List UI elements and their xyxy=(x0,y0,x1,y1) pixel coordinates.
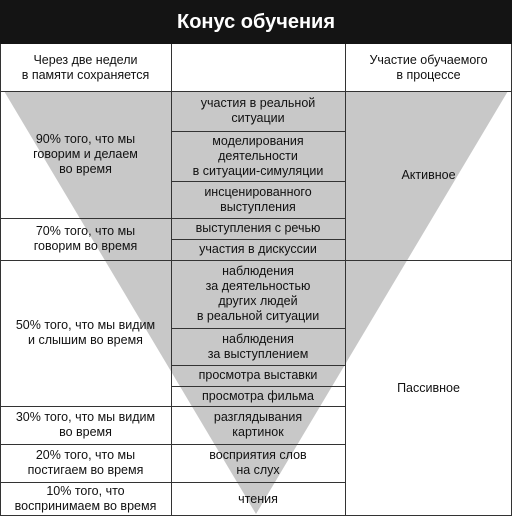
activity-listening: восприятия слов на слух xyxy=(209,448,307,477)
header-participation: Участие обучаемого в процессе xyxy=(369,53,488,82)
activity-observe-others: наблюдения за деятельностью других людей в реальной ситуации xyxy=(196,264,320,323)
participation-passive: Пассивное xyxy=(397,380,460,395)
activity-exhibition: просмотра выставки xyxy=(198,368,318,382)
activity-observe-performance: наблюдения за выступлением xyxy=(207,331,309,361)
activity-dramatization: инсценированного выступления xyxy=(204,184,312,214)
retention-50: 50% того, что мы видим и слышим во время xyxy=(15,318,156,347)
retention-10: 10% того, что воспринимаем во время xyxy=(14,484,157,513)
activity-real-situation: участия в реальной ситуации xyxy=(200,96,316,125)
retention-30: 30% того, что мы видим во время xyxy=(15,410,156,439)
activity-simulation: моделирования деятельности в ситуации-симуляции xyxy=(192,133,324,178)
retention-70: 70% того, что мы говорим во время xyxy=(33,224,138,253)
figure-title: Конус обучения xyxy=(0,0,512,44)
header-activity xyxy=(171,45,345,91)
activity-pictures: разглядывания картинок xyxy=(213,410,303,439)
retention-20: 20% того, что мы постигаем во время xyxy=(27,448,144,477)
activity-film: просмотра фильма xyxy=(202,388,314,403)
participation-active: Активное xyxy=(401,168,456,182)
activity-reading: чтения xyxy=(238,491,278,506)
header-retention: Через две недели в памяти сохраняется xyxy=(21,53,150,82)
activity-discussion: участия в дискуссии xyxy=(199,242,317,256)
activity-speech: выступления с речью xyxy=(195,221,321,235)
retention-90: 90% того, что мы говорим и делаем во время xyxy=(33,132,138,176)
